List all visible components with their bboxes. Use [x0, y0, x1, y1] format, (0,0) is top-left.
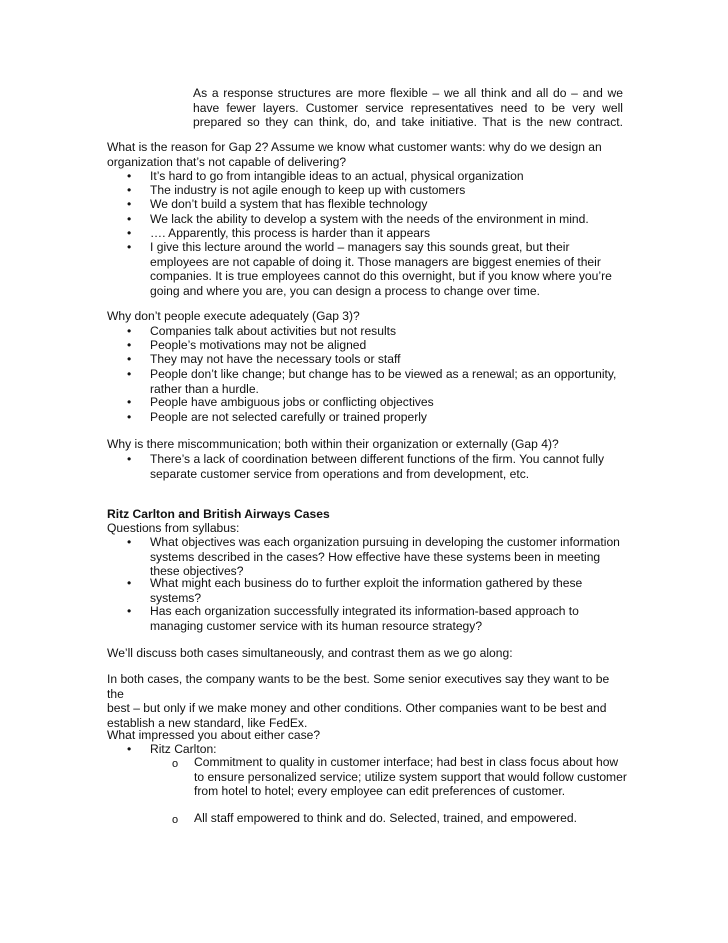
- text-line: from hotel to hotel; every employee can edit preferences of customer.: [194, 784, 566, 798]
- bullet-icon: •: [127, 169, 132, 183]
- list-item: We don’t build a system that has flexible technology: [150, 197, 428, 211]
- sub-list-item: [194, 755, 628, 799]
- text-line: Has each organization successfully integrated its information-based approach to: [150, 604, 579, 618]
- text-line: going and where you are, you can design a process to change over time.: [150, 283, 540, 298]
- bullet-icon: •: [127, 452, 132, 466]
- section-subheading: Questions from syllabus:: [107, 521, 240, 535]
- list-item: [150, 535, 628, 579]
- best-paragraph: [107, 672, 627, 730]
- list-item: The industry is not agile enough to keep up with customers: [150, 183, 466, 197]
- list-item: [150, 576, 628, 605]
- bullet-icon: •: [127, 410, 132, 424]
- bullet-icon: •: [127, 352, 132, 366]
- text-line: What is the reason for Gap 2? Assume we know what customer wants: why do we design an: [107, 140, 602, 154]
- text-line: In both cases, the company wants to be the best. Some senior executives say they want to be the: [107, 672, 610, 701]
- bullet-icon: •: [127, 395, 132, 409]
- section-heading: Ritz Carlton and British Airways Cases: [107, 507, 330, 521]
- gap3-question: Why don’t people execute adequately (Gap 3)?: [107, 309, 360, 323]
- bullet-icon: •: [127, 226, 132, 240]
- text-line: Commitment to quality in customer interface; had best in class focus about how: [194, 755, 619, 769]
- bullet-icon: •: [127, 324, 132, 338]
- bullet-icon: •: [127, 742, 132, 756]
- bullet-icon: •: [127, 535, 132, 549]
- text-line: these objectives?: [150, 564, 244, 578]
- list-item: They may not have the necessary tools or staff: [150, 352, 401, 366]
- text-line: separate customer service from operations and from development, etc.: [150, 466, 530, 481]
- sub-bullet-icon: o: [172, 814, 179, 826]
- list-item: [150, 604, 628, 633]
- text-line: There’s a lack of coordination between different functions of the firm. You cannot fully: [150, 452, 605, 466]
- list-item: People are not selected carefully or trained properly: [150, 410, 427, 424]
- discuss-paragraph: We’ll discuss both cases simultaneously, and contrast them as we go along:: [107, 646, 513, 660]
- text-line: What might each business do to further exploit the information gathered by these: [150, 576, 583, 590]
- text-line: to ensure personalized service; utilize system support that would follow customer: [194, 769, 627, 784]
- text-line: People don’t like change; but change has to be viewed as a renewal; as an opportunity,: [150, 367, 617, 381]
- text-line: employees are not capable of doing it. Those managers are biggest enemies of their: [150, 254, 601, 269]
- list-item: Ritz Carlton:: [150, 742, 217, 756]
- list-item: [150, 452, 628, 481]
- text-line: systems described in the cases? How effective have these systems been in meeting: [150, 549, 601, 564]
- bullet-icon: •: [127, 576, 132, 590]
- intro-paragraph: [193, 86, 623, 130]
- list-item: People’s motivations may not be aligned: [150, 338, 367, 352]
- text-line: best – but only if we make money and other conditions. Other companies want to be best and: [107, 701, 607, 715]
- text-line: systems?: [150, 590, 202, 605]
- gap2-question: [107, 140, 627, 169]
- text-line: establish a new standard, like FedEx.: [107, 715, 308, 730]
- text-line: companies. It is true employees cannot do this overnight, but if you know where you’re: [150, 269, 612, 283]
- list-item: …. Apparently, this process is harder than it appears: [150, 226, 431, 240]
- list-item: [150, 240, 628, 298]
- bullet-icon: •: [127, 197, 132, 211]
- bullet-icon: •: [127, 240, 132, 254]
- bullet-icon: •: [127, 604, 132, 618]
- text-line: prepared so they can think, do, and take initiative. That is the new contract.: [193, 115, 623, 129]
- bullet-icon: •: [127, 367, 132, 381]
- list-item: We lack the ability to develop a system with the needs of the environment in mind.: [150, 212, 589, 226]
- list-item: [150, 367, 628, 396]
- impressed-question: What impressed you about either case?: [107, 728, 321, 742]
- text-line: As a response structures are more flexible – we all think and all do – and we: [193, 86, 623, 100]
- text-line: What objectives was each organization pursuing in developing the customer information: [150, 535, 620, 549]
- text-line: have fewer layers. Customer service representatives need to be very well: [193, 100, 623, 115]
- text-line: rather than a hurdle.: [150, 381, 259, 396]
- bullet-icon: •: [127, 338, 132, 352]
- text-line: organization that’s not capable of delivering?: [107, 154, 347, 169]
- gap4-question: Why is there miscommunication; both within their organization or externally (Gap 4)?: [107, 437, 559, 451]
- bullet-icon: •: [127, 183, 132, 197]
- bullet-icon: •: [127, 212, 132, 226]
- sub-bullet-icon: o: [172, 758, 179, 770]
- list-item: Companies talk about activities but not results: [150, 324, 397, 338]
- sub-list-item: All staff empowered to think and do. Selected, trained, and empowered.: [194, 811, 577, 825]
- text-line: I give this lecture around the world – managers say this sounds great, but their: [150, 240, 570, 254]
- text-line: managing customer service with its human resource strategy?: [150, 618, 483, 633]
- list-item: People have ambiguous jobs or conflicting objectives: [150, 395, 434, 409]
- list-item: It’s hard to go from intangible ideas to an actual, physical organization: [150, 169, 524, 183]
